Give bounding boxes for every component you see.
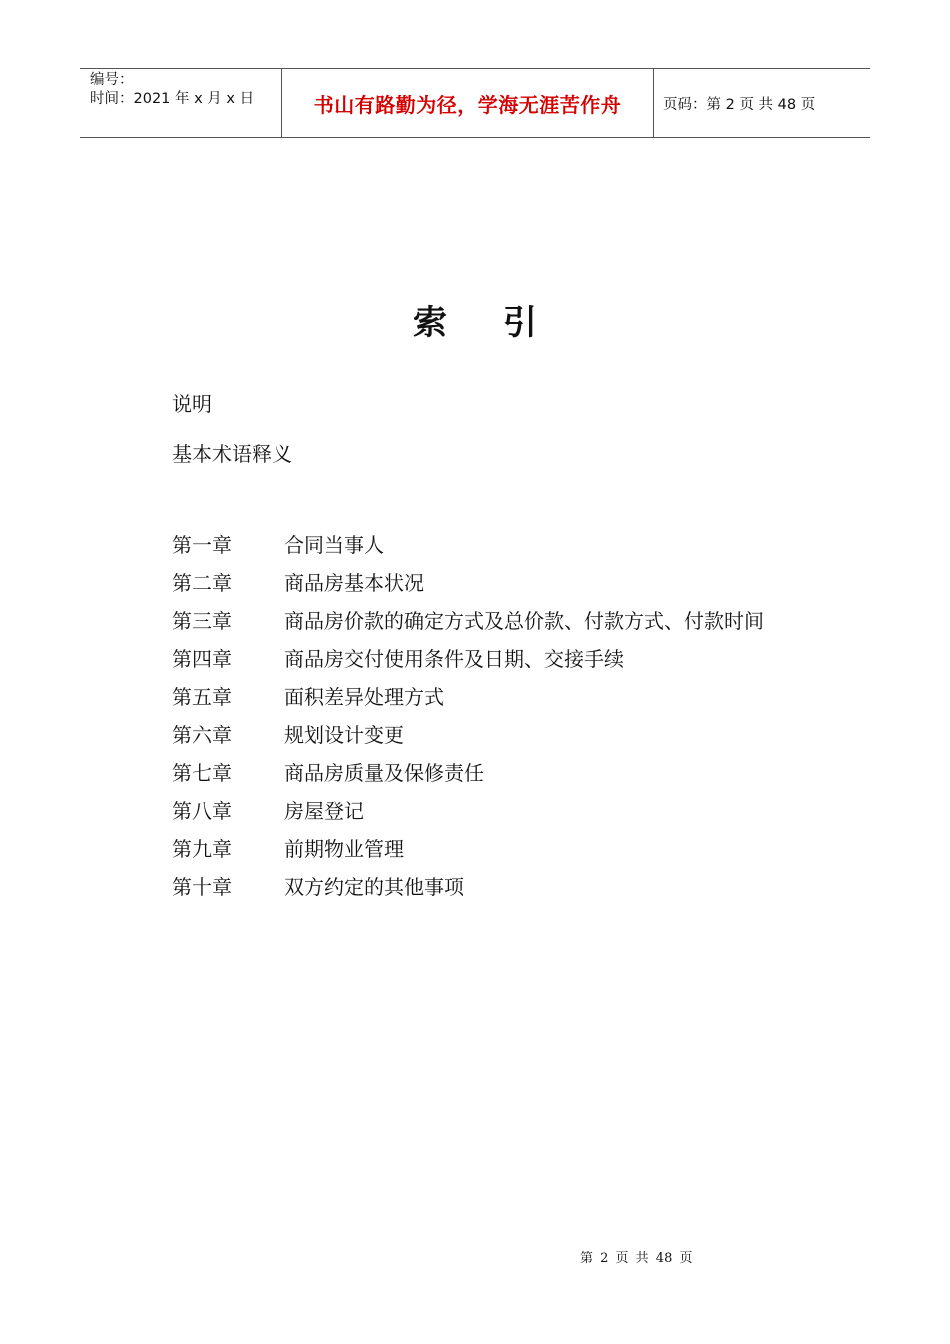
footer-page-number: 第 2 页 共 48 页 [580, 1251, 693, 1266]
toc-chapter-number: 第三章 [172, 608, 232, 633]
toc-chapter-title: 商品房质量及保修责任 [284, 760, 484, 785]
header-right-cell [654, 69, 870, 137]
toc-chapter-number: 第六章 [172, 722, 232, 747]
toc-chapter-number: 第八章 [172, 798, 232, 823]
toc-chapter-title: 前期物业管理 [284, 836, 404, 861]
toc-row [172, 752, 764, 790]
toc-chapter-number: 第九章 [172, 836, 232, 861]
toc-chapter-title: 商品房交付使用条件及日期、交接手续 [284, 646, 624, 671]
document-number-label: 编号： [90, 72, 134, 88]
toc-row [172, 638, 764, 676]
toc-chapter-title: 面积差异处理方式 [284, 684, 444, 709]
toc-row [172, 828, 764, 866]
toc-chapter-number: 第七章 [172, 760, 232, 785]
table-of-contents [172, 524, 764, 904]
toc-row [172, 866, 764, 904]
toc-chapter-title: 商品房基本状况 [284, 570, 424, 595]
header-motto-cell [281, 69, 654, 137]
toc-chapter-title: 双方约定的其他事项 [284, 874, 464, 899]
page-header [80, 68, 870, 138]
header-page-info: 页码：第 2 页 共 48 页 [663, 96, 816, 113]
toc-chapter-number: 第二章 [172, 570, 232, 595]
page-footer [0, 1247, 950, 1267]
toc-row [172, 562, 764, 600]
toc-row [172, 524, 764, 562]
toc-row [172, 714, 764, 752]
toc-chapter-title: 商品房价款的确定方式及总价款、付款方式、付款时间 [284, 608, 764, 633]
toc-chapter-title: 房屋登记 [284, 798, 364, 823]
intro-item-explanation: 说明 [172, 392, 212, 416]
toc-row [172, 676, 764, 714]
intro-item-terms: 基本术语释义 [172, 442, 292, 466]
toc-row [172, 600, 764, 638]
toc-row [172, 790, 764, 828]
document-date-label: 时间：2021 年 x 月 x 日 [90, 91, 255, 107]
toc-chapter-number: 第十章 [172, 874, 232, 899]
header-motto: 书山有路勤为径，学海无涯苦作舟 [313, 92, 622, 117]
toc-chapter-number: 第五章 [172, 684, 232, 709]
header-left-cell [80, 69, 281, 137]
toc-chapter-title: 规划设计变更 [284, 722, 404, 747]
toc-chapter-number: 第四章 [172, 646, 232, 671]
toc-chapter-title: 合同当事人 [284, 532, 384, 557]
toc-chapter-number: 第一章 [172, 532, 232, 557]
page-title: 索引 [413, 303, 593, 343]
